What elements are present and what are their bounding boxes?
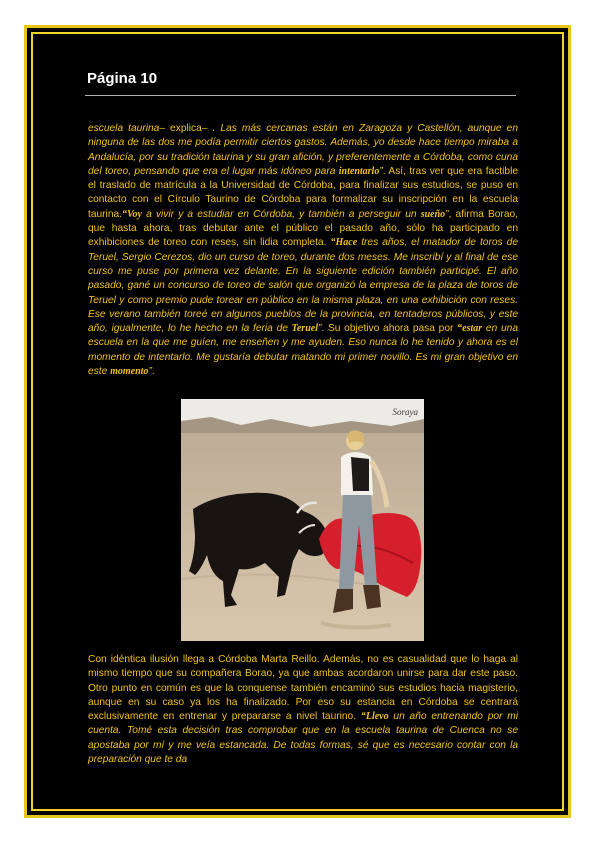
text-span: en una escuela en la que me guíen, me enseñen y me ayuden. Eso nunca lo he tenido y ahora es el momento de intentarlo. Me gustaría debutar matando mi primer novillo. Es mi gran objetivo en este (88, 323, 518, 378)
page-title: Página 10 (87, 70, 158, 87)
text-span: a vivir y a estudiar en Córdoba, y también a perseguir un (141, 208, 421, 220)
article-paragraph-1 (88, 122, 518, 379)
text-span: Teruel (291, 323, 318, 335)
text-span: . Su objetivo ahora pasa por (321, 323, 458, 335)
text-span: “Voy (121, 208, 142, 220)
text-span: . Así, tras ver que era factible el traslado de matrícula a la Universidad de Córdoba, para finalizar sus estudios, se puso en contacto con el Círculo Taurino de Córdoba para formalizar su inscripción en la escuela taurina. (88, 165, 518, 220)
text-span: tres años, el matador de toros de Teruel, Sergio Cerezos, dio un curso de toreo, durante dos meses. Me inscribí y al final de ese curso me puse por primera vez delante. En la siguiente edición también participé. El año pasado, gané un concurso de toreo de salón que organizó la empresa de la plaza de toros de Teruel y como premio pude torear en público en la misma plaza, en una exhibición con reses. Ese verano también toreé en algunos pueblos de la provincia, en tentaderos públicos, y este año, igualmente, lo he hecho en la feria de (88, 237, 518, 335)
text-span: “Hace (330, 237, 358, 249)
text-span: momento (110, 366, 149, 378)
text-span: “Llevo (360, 711, 389, 723)
text-span: ” (379, 165, 383, 177)
text-span: Con idéntica ilusión llega a Córdoba Marta Reillo. Además, no es casualidad que lo haga al mismo tiempo que su compañera Borao, ya que ambas acordaron unirse para dar este paso. Otro punto en común es que la conquense también encaminó sus estudios hacia magisterio, aunque en su caso ya los ha finalizado. Por eso su estancia en Córdoba se centrará exclusivamente en entrenar y prepararse a nivel taurino. (88, 654, 518, 723)
text-span: – explica (159, 123, 202, 134)
text-span: , afirma Borao, que hasta ahora, tras debutar ante el público el pasado año, sólo ha participado en exhibiciones de toreo con reses, sin lidia completa. (88, 208, 519, 249)
text-span: un año entrenando por mi cuenta. Tomé esta decisión tras comprobar que en la escuela taurina de Cuenca no se apostaba por mí y me veía estancada. De todas formas, sé que es necesario contar con la preparación que te da (88, 711, 518, 766)
bullfighting-photo (181, 399, 424, 641)
text-span: ” (445, 208, 449, 220)
text-span: – . Las más cercanas están en Zaragoza y Castellón, aunque en ninguna de las dos me podía permitir ciertos gastos. Además, yo desde hace tiempo miraba a Andalucía, por su tradición taurina y su gran afición, y preferentemente a Córdoba, como cuna del toreo, pensando que era el lugar más idóneo para (88, 123, 518, 177)
text-span: ” (148, 366, 152, 378)
text-span: . (151, 366, 155, 378)
photo-watermark: Soraya (392, 407, 418, 417)
text-span: sueño (420, 208, 446, 220)
page-frame (24, 25, 571, 818)
text-span: intentarlo (338, 165, 380, 177)
text-span: ” (317, 323, 322, 335)
text-span: “estar (457, 323, 483, 335)
text-span: escuela taurina (88, 123, 160, 134)
bullfighting-illustration (181, 399, 424, 641)
title-divider (85, 95, 516, 96)
article-paragraph-2 (88, 653, 518, 767)
